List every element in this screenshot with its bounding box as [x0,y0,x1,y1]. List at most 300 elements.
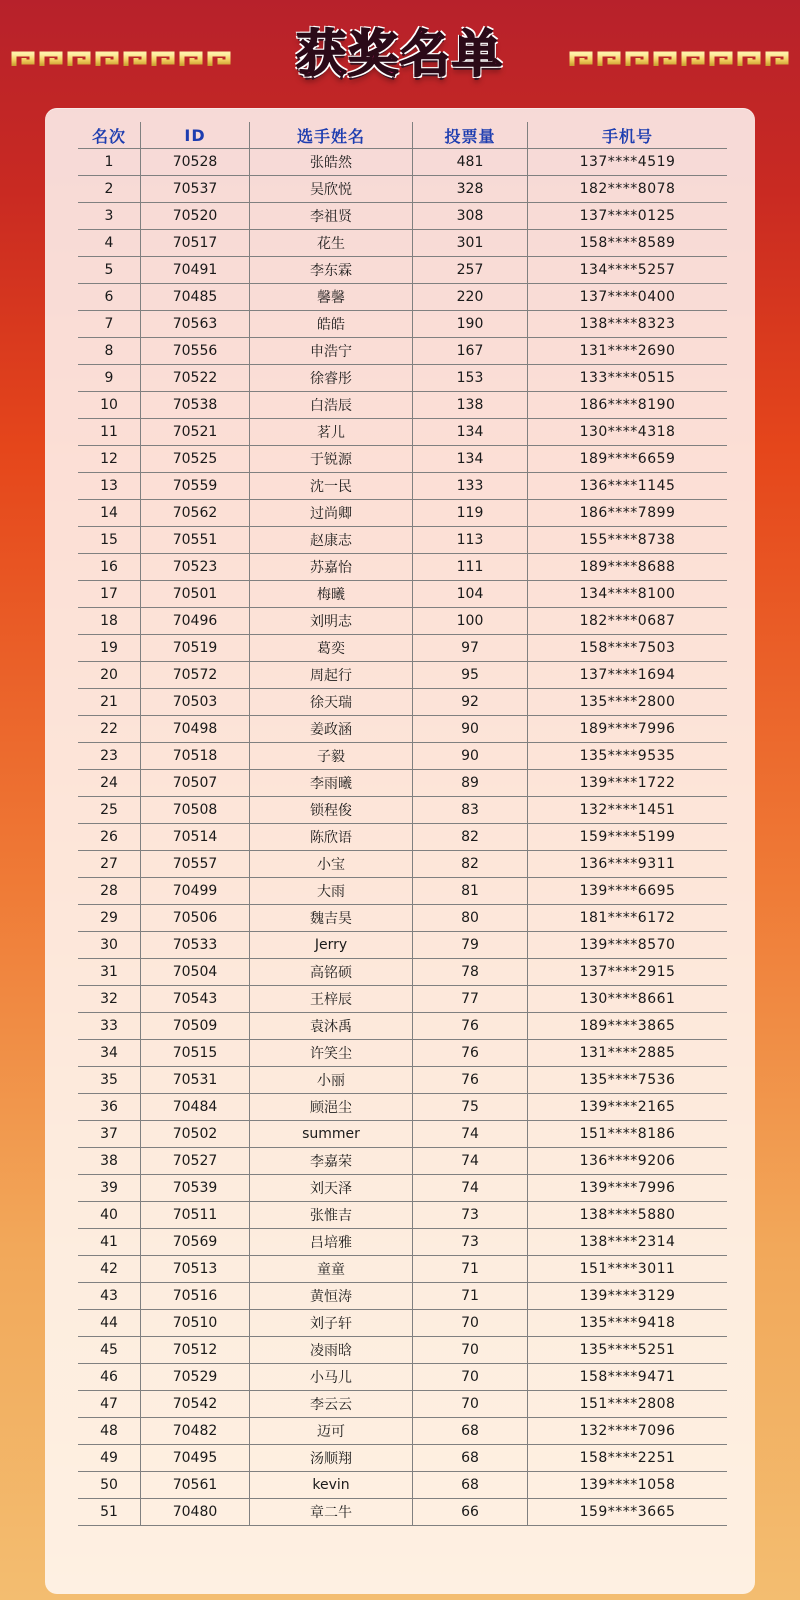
id-cell: 70495 [141,1445,250,1472]
phone-cell: 135****7536 [528,1067,728,1094]
name-cell: 小丽 [250,1067,413,1094]
id-cell: 70528 [141,149,250,176]
rank-cell: 25 [78,797,141,824]
rank-cell: 48 [78,1418,141,1445]
table-row [78,743,727,770]
phone-cell: 136****9311 [528,851,728,878]
votes-cell: 70 [413,1391,528,1418]
name-cell: 葛奕 [250,635,413,662]
votes-cell: 73 [413,1229,528,1256]
table-row [78,1472,727,1499]
name-cell: 姜政涵 [250,716,413,743]
id-cell: 70538 [141,392,250,419]
table-row [78,419,727,446]
phone-cell: 130****4318 [528,419,728,446]
id-cell: 70520 [141,203,250,230]
votes-cell: 119 [413,500,528,527]
rank-cell: 15 [78,527,141,554]
phone-cell: 138****2314 [528,1229,728,1256]
id-cell: 70513 [141,1256,250,1283]
name-cell: 过尚卿 [250,500,413,527]
id-cell: 70502 [141,1121,250,1148]
votes-cell: 74 [413,1121,528,1148]
phone-cell: 159****3665 [528,1499,728,1526]
id-cell: 70542 [141,1391,250,1418]
phone-cell: 189****3865 [528,1013,728,1040]
id-cell: 70543 [141,986,250,1013]
id-cell: 70515 [141,1040,250,1067]
phone-cell: 137****4519 [528,149,728,176]
rank-cell: 3 [78,203,141,230]
rank-cell: 38 [78,1148,141,1175]
votes-cell: 66 [413,1499,528,1526]
rank-cell: 51 [78,1499,141,1526]
id-cell: 70531 [141,1067,250,1094]
table-row [78,770,727,797]
phone-cell: 137****2915 [528,959,728,986]
rank-cell: 20 [78,662,141,689]
name-cell: 大雨 [250,878,413,905]
name-cell: 申浩宁 [250,338,413,365]
votes-cell: 100 [413,608,528,635]
phone-cell: 138****8323 [528,311,728,338]
table-row [78,878,727,905]
table-row [78,986,727,1013]
name-cell: Jerry [250,932,413,959]
id-cell: 70503 [141,689,250,716]
name-cell: 许笑尘 [250,1040,413,1067]
phone-cell: 186****8190 [528,392,728,419]
name-cell: kevin [250,1472,413,1499]
id-cell: 70516 [141,1283,250,1310]
table-row [78,1418,727,1445]
name-cell: 花生 [250,230,413,257]
name-cell: 苏嘉怡 [250,554,413,581]
name-cell: summer [250,1121,413,1148]
votes-cell: 68 [413,1472,528,1499]
table-row [78,554,727,581]
votes-cell: 111 [413,554,528,581]
name-cell: 茗儿 [250,419,413,446]
rank-cell: 27 [78,851,141,878]
table-row [78,230,727,257]
rank-cell: 24 [78,770,141,797]
header-votes: 投票量 [413,122,528,149]
rank-cell: 32 [78,986,141,1013]
table-row [78,1499,727,1526]
votes-cell: 82 [413,824,528,851]
rank-cell: 14 [78,500,141,527]
rank-cell: 10 [78,392,141,419]
title-area [0,18,800,90]
votes-cell: 153 [413,365,528,392]
table-row [78,1013,727,1040]
votes-cell: 138 [413,392,528,419]
id-cell: 70510 [141,1310,250,1337]
votes-cell: 76 [413,1013,528,1040]
id-cell: 70522 [141,365,250,392]
votes-cell: 68 [413,1418,528,1445]
phone-cell: 138****5880 [528,1202,728,1229]
name-cell: 迈可 [250,1418,413,1445]
phone-cell: 189****8688 [528,554,728,581]
id-cell: 70551 [141,527,250,554]
votes-cell: 78 [413,959,528,986]
id-cell: 70496 [141,608,250,635]
name-cell: 白浩辰 [250,392,413,419]
table-row [78,1202,727,1229]
name-cell: 凌雨晗 [250,1337,413,1364]
rank-cell: 43 [78,1283,141,1310]
rank-cell: 42 [78,1256,141,1283]
votes-cell: 76 [413,1040,528,1067]
rank-cell: 30 [78,932,141,959]
table-row [78,176,727,203]
id-cell: 70521 [141,419,250,446]
rank-cell: 36 [78,1094,141,1121]
rank-cell: 33 [78,1013,141,1040]
id-cell: 70556 [141,338,250,365]
id-cell: 70506 [141,905,250,932]
votes-cell: 77 [413,986,528,1013]
table-row [78,1094,727,1121]
rank-cell: 40 [78,1202,141,1229]
name-cell: 小宝 [250,851,413,878]
table-row [78,1040,727,1067]
phone-cell: 134****8100 [528,581,728,608]
rank-cell: 23 [78,743,141,770]
id-cell: 70525 [141,446,250,473]
phone-cell: 133****0515 [528,365,728,392]
rank-cell: 7 [78,311,141,338]
votes-cell: 133 [413,473,528,500]
name-cell: 馨馨 [250,284,413,311]
name-cell: 李祖贤 [250,203,413,230]
name-cell: 子毅 [250,743,413,770]
id-cell: 70482 [141,1418,250,1445]
votes-cell: 70 [413,1310,528,1337]
name-cell: 章二牛 [250,1499,413,1526]
rank-cell: 16 [78,554,141,581]
votes-cell: 83 [413,797,528,824]
rank-cell: 21 [78,689,141,716]
id-cell: 70518 [141,743,250,770]
votes-cell: 68 [413,1445,528,1472]
table-row [78,959,727,986]
phone-cell: 130****8661 [528,986,728,1013]
id-cell: 70523 [141,554,250,581]
header-phone: 手机号 [528,122,728,149]
phone-cell: 189****7996 [528,716,728,743]
phone-cell: 135****2800 [528,689,728,716]
rank-cell: 18 [78,608,141,635]
rank-cell: 17 [78,581,141,608]
phone-cell: 181****6172 [528,905,728,932]
votes-cell: 97 [413,635,528,662]
name-cell: 梅曦 [250,581,413,608]
votes-cell: 257 [413,257,528,284]
votes-cell: 104 [413,581,528,608]
rank-cell: 50 [78,1472,141,1499]
table-row [78,1148,727,1175]
phone-cell: 139****7996 [528,1175,728,1202]
table-row [78,905,727,932]
rank-cell: 28 [78,878,141,905]
id-cell: 70501 [141,581,250,608]
votes-cell: 74 [413,1148,528,1175]
table-row [78,932,727,959]
id-cell: 70509 [141,1013,250,1040]
name-cell: 黄恒涛 [250,1283,413,1310]
votes-cell: 167 [413,338,528,365]
id-cell: 70537 [141,176,250,203]
rank-cell: 29 [78,905,141,932]
phone-cell: 155****8738 [528,527,728,554]
table-row [78,500,727,527]
rank-cell: 49 [78,1445,141,1472]
rank-cell: 34 [78,1040,141,1067]
table-row [78,662,727,689]
id-cell: 70527 [141,1148,250,1175]
votes-cell: 90 [413,743,528,770]
name-cell: 张惟吉 [250,1202,413,1229]
phone-cell: 182****8078 [528,176,728,203]
table-row [78,797,727,824]
id-cell: 70559 [141,473,250,500]
votes-cell: 190 [413,311,528,338]
table-row [78,311,727,338]
phone-cell: 135****5251 [528,1337,728,1364]
table-row [78,689,727,716]
id-cell: 70563 [141,311,250,338]
phone-cell: 139****2165 [528,1094,728,1121]
table-row [78,473,727,500]
table-header-row [78,122,727,149]
table-row [78,1337,727,1364]
name-cell: 吴欣悦 [250,176,413,203]
table-row [78,149,727,176]
table-row [78,257,727,284]
rank-cell: 1 [78,149,141,176]
id-cell: 70529 [141,1364,250,1391]
id-cell: 70484 [141,1094,250,1121]
table-row [78,1364,727,1391]
table-row [78,1445,727,1472]
votes-cell: 220 [413,284,528,311]
id-cell: 70569 [141,1229,250,1256]
votes-cell: 308 [413,203,528,230]
rank-cell: 19 [78,635,141,662]
phone-cell: 158****7503 [528,635,728,662]
votes-cell: 134 [413,419,528,446]
phone-cell: 158****2251 [528,1445,728,1472]
phone-cell: 139****8570 [528,932,728,959]
votes-cell: 92 [413,689,528,716]
id-cell: 70499 [141,878,250,905]
phone-cell: 137****1694 [528,662,728,689]
name-cell: 周起行 [250,662,413,689]
name-cell: 李云云 [250,1391,413,1418]
name-cell: 沈一民 [250,473,413,500]
name-cell: 王梓辰 [250,986,413,1013]
rank-cell: 2 [78,176,141,203]
votes-cell: 71 [413,1283,528,1310]
table-row [78,1229,727,1256]
name-cell: 赵康志 [250,527,413,554]
phone-cell: 136****1145 [528,473,728,500]
table-row [78,716,727,743]
winners-table [78,122,727,1526]
rank-cell: 22 [78,716,141,743]
header-rank: 名次 [78,122,141,149]
id-cell: 70533 [141,932,250,959]
rank-cell: 8 [78,338,141,365]
phone-cell: 135****9418 [528,1310,728,1337]
table-row [78,851,727,878]
votes-cell: 70 [413,1364,528,1391]
id-cell: 70562 [141,500,250,527]
id-cell: 70504 [141,959,250,986]
id-cell: 70491 [141,257,250,284]
id-cell: 70561 [141,1472,250,1499]
phone-cell: 132****7096 [528,1418,728,1445]
rank-cell: 4 [78,230,141,257]
votes-cell: 79 [413,932,528,959]
table-row [78,365,727,392]
phone-cell: 139****1722 [528,770,728,797]
phone-cell: 139****1058 [528,1472,728,1499]
table-row [78,1283,727,1310]
votes-cell: 81 [413,878,528,905]
table-row [78,338,727,365]
name-cell: 吕培雅 [250,1229,413,1256]
id-cell: 70511 [141,1202,250,1229]
rank-cell: 35 [78,1067,141,1094]
table-row [78,392,727,419]
id-cell: 70507 [141,770,250,797]
table-row [78,1175,727,1202]
phone-cell: 189****6659 [528,446,728,473]
rank-cell: 13 [78,473,141,500]
id-cell: 70517 [141,230,250,257]
name-cell: 陈欣语 [250,824,413,851]
rank-cell: 41 [78,1229,141,1256]
id-cell: 70485 [141,284,250,311]
table-body [78,149,727,1526]
phone-cell: 135****9535 [528,743,728,770]
table-row [78,527,727,554]
phone-cell: 136****9206 [528,1148,728,1175]
votes-cell: 70 [413,1337,528,1364]
table-row [78,1391,727,1418]
name-cell: 童童 [250,1256,413,1283]
phone-cell: 186****7899 [528,500,728,527]
votes-cell: 328 [413,176,528,203]
name-cell: 李嘉荣 [250,1148,413,1175]
table-row [78,1256,727,1283]
name-cell: 袁沐禹 [250,1013,413,1040]
rank-cell: 26 [78,824,141,851]
rank-cell: 44 [78,1310,141,1337]
votes-cell: 301 [413,230,528,257]
table-row [78,1310,727,1337]
rank-cell: 6 [78,284,141,311]
votes-cell: 71 [413,1256,528,1283]
name-cell: 徐睿彤 [250,365,413,392]
table-row [78,824,727,851]
phone-cell: 158****9471 [528,1364,728,1391]
phone-cell: 137****0125 [528,203,728,230]
name-cell: 徐天瑞 [250,689,413,716]
name-cell: 高铭硕 [250,959,413,986]
votes-cell: 89 [413,770,528,797]
winners-panel [45,108,755,1594]
name-cell: 魏吉昊 [250,905,413,932]
page-title: 获奖名单 [296,25,504,83]
phone-cell: 158****8589 [528,230,728,257]
votes-cell: 82 [413,851,528,878]
rank-cell: 39 [78,1175,141,1202]
phone-cell: 139****6695 [528,878,728,905]
phone-cell: 151****8186 [528,1121,728,1148]
id-cell: 70498 [141,716,250,743]
phone-cell: 151****2808 [528,1391,728,1418]
name-cell: 李雨曦 [250,770,413,797]
name-cell: 刘天泽 [250,1175,413,1202]
id-cell: 70519 [141,635,250,662]
rank-cell: 12 [78,446,141,473]
rank-cell: 47 [78,1391,141,1418]
header-name: 选手姓名 [250,122,413,149]
name-cell: 张皓然 [250,149,413,176]
votes-cell: 134 [413,446,528,473]
votes-cell: 76 [413,1067,528,1094]
phone-cell: 182****0687 [528,608,728,635]
name-cell: 刘子轩 [250,1310,413,1337]
phone-cell: 131****2885 [528,1040,728,1067]
id-cell: 70557 [141,851,250,878]
name-cell: 皓皓 [250,311,413,338]
phone-cell: 139****3129 [528,1283,728,1310]
id-cell: 70508 [141,797,250,824]
votes-cell: 73 [413,1202,528,1229]
rank-cell: 45 [78,1337,141,1364]
table-row [78,608,727,635]
votes-cell: 95 [413,662,528,689]
name-cell: 锁程俊 [250,797,413,824]
name-cell: 汤顺翔 [250,1445,413,1472]
name-cell: 刘明志 [250,608,413,635]
id-cell: 70514 [141,824,250,851]
id-cell: 70539 [141,1175,250,1202]
votes-cell: 113 [413,527,528,554]
votes-cell: 90 [413,716,528,743]
table-row [78,635,727,662]
id-cell: 70480 [141,1499,250,1526]
table-row [78,581,727,608]
rank-cell: 37 [78,1121,141,1148]
votes-cell: 74 [413,1175,528,1202]
id-cell: 70572 [141,662,250,689]
phone-cell: 159****5199 [528,824,728,851]
phone-cell: 134****5257 [528,257,728,284]
table-row [78,203,727,230]
name-cell: 李东霖 [250,257,413,284]
table-row [78,446,727,473]
phone-cell: 132****1451 [528,797,728,824]
phone-cell: 131****2690 [528,338,728,365]
name-cell: 顾浥尘 [250,1094,413,1121]
